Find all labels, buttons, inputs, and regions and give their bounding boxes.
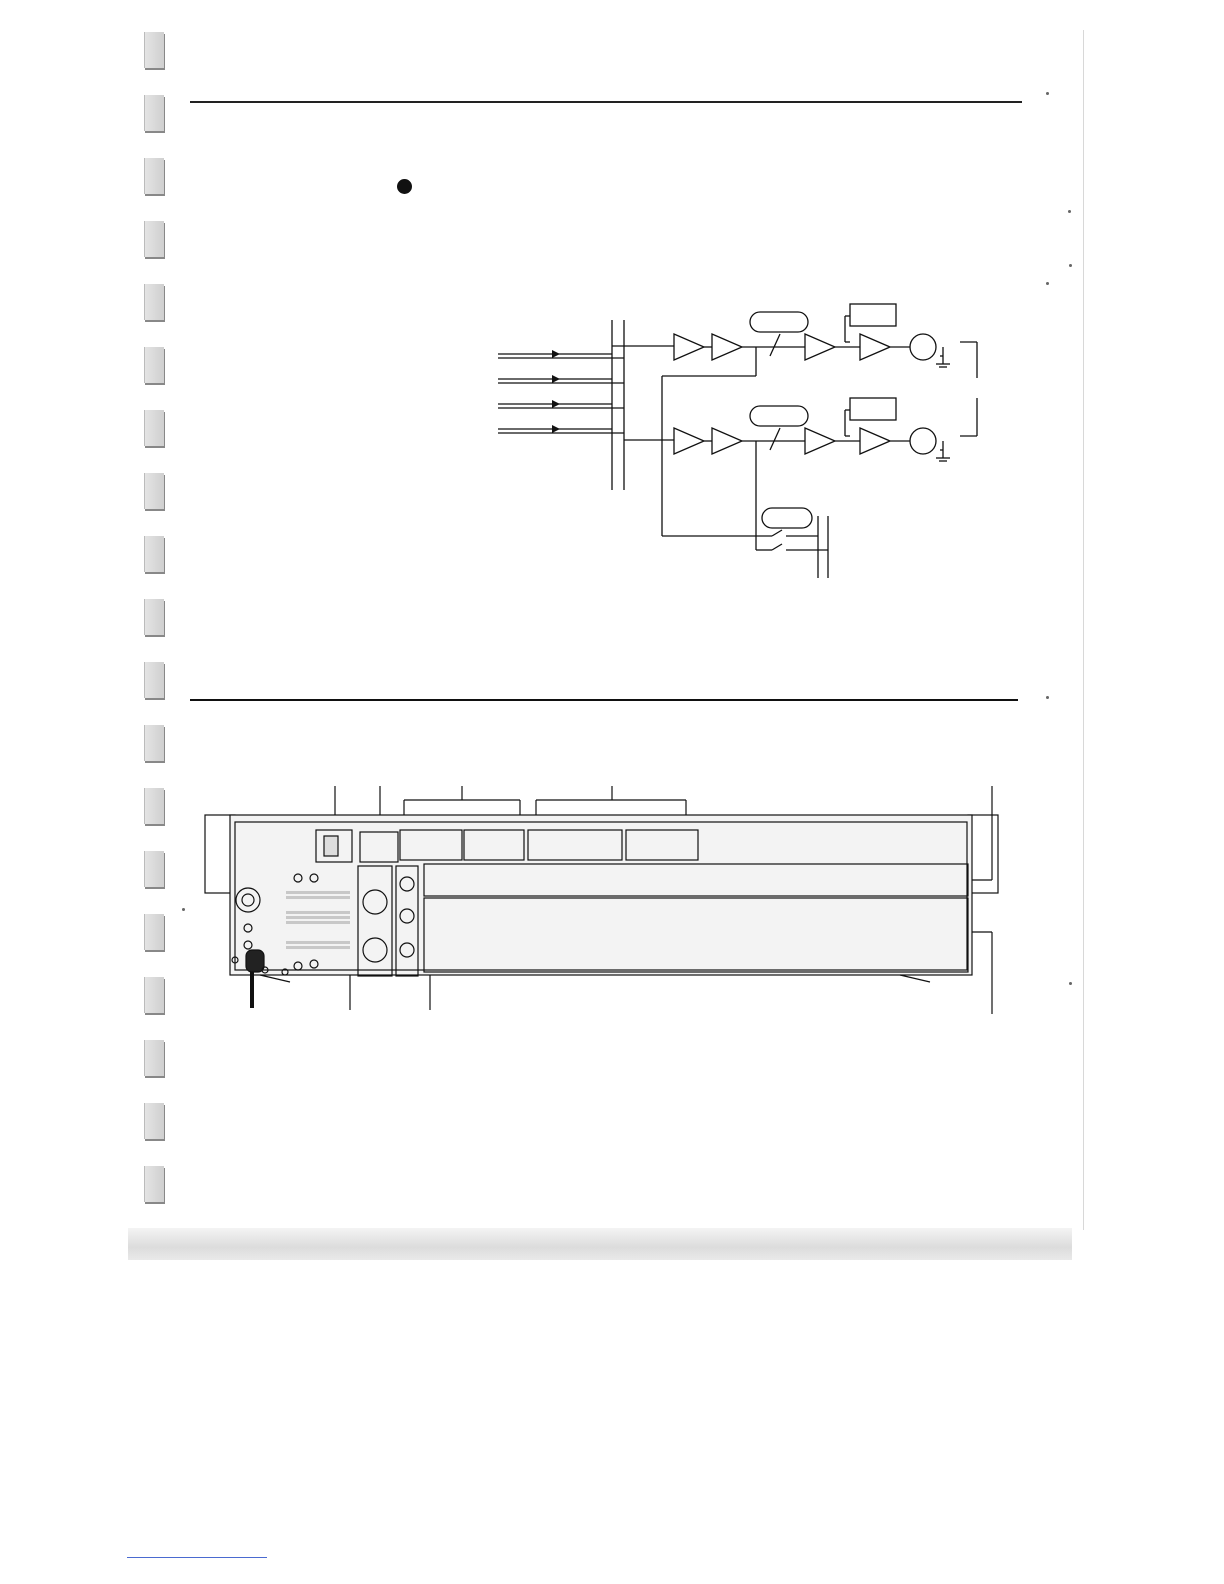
binder-tab	[144, 32, 164, 68]
speck	[1046, 696, 1049, 699]
binder-tab	[144, 347, 164, 383]
speck	[1069, 982, 1072, 985]
binder-tab	[144, 284, 164, 320]
speck	[1068, 210, 1071, 213]
speck	[1046, 282, 1049, 285]
binder-tab	[144, 1103, 164, 1139]
binder-tab	[144, 95, 164, 131]
page-edge	[1083, 30, 1084, 1230]
scan-shadow-band	[128, 1228, 1072, 1260]
top-rule	[190, 101, 1022, 103]
binder-tab	[144, 914, 164, 950]
binder-tab	[144, 158, 164, 194]
binder-tab	[144, 221, 164, 257]
item-number-badge	[397, 179, 412, 194]
binder-tab	[144, 599, 164, 635]
binder-tab	[144, 473, 164, 509]
binder-tab	[144, 1166, 164, 1202]
binder-tab	[144, 788, 164, 824]
binder-tab	[144, 851, 164, 887]
binder-tab	[144, 536, 164, 572]
binder-tab	[144, 410, 164, 446]
section-stereo-master-faders	[397, 178, 1025, 199]
speck	[1069, 264, 1072, 267]
speck	[182, 908, 185, 911]
binder-tab	[144, 662, 164, 698]
speck	[1046, 92, 1049, 95]
binder-tab	[144, 1040, 164, 1076]
stereo-block-diagram	[420, 268, 1020, 586]
rear-panel-illustration	[200, 760, 1010, 1050]
link-underline	[127, 1557, 267, 1558]
binder-tab	[144, 725, 164, 761]
binder-tab	[144, 977, 164, 1013]
heading-rule	[190, 699, 1018, 701]
